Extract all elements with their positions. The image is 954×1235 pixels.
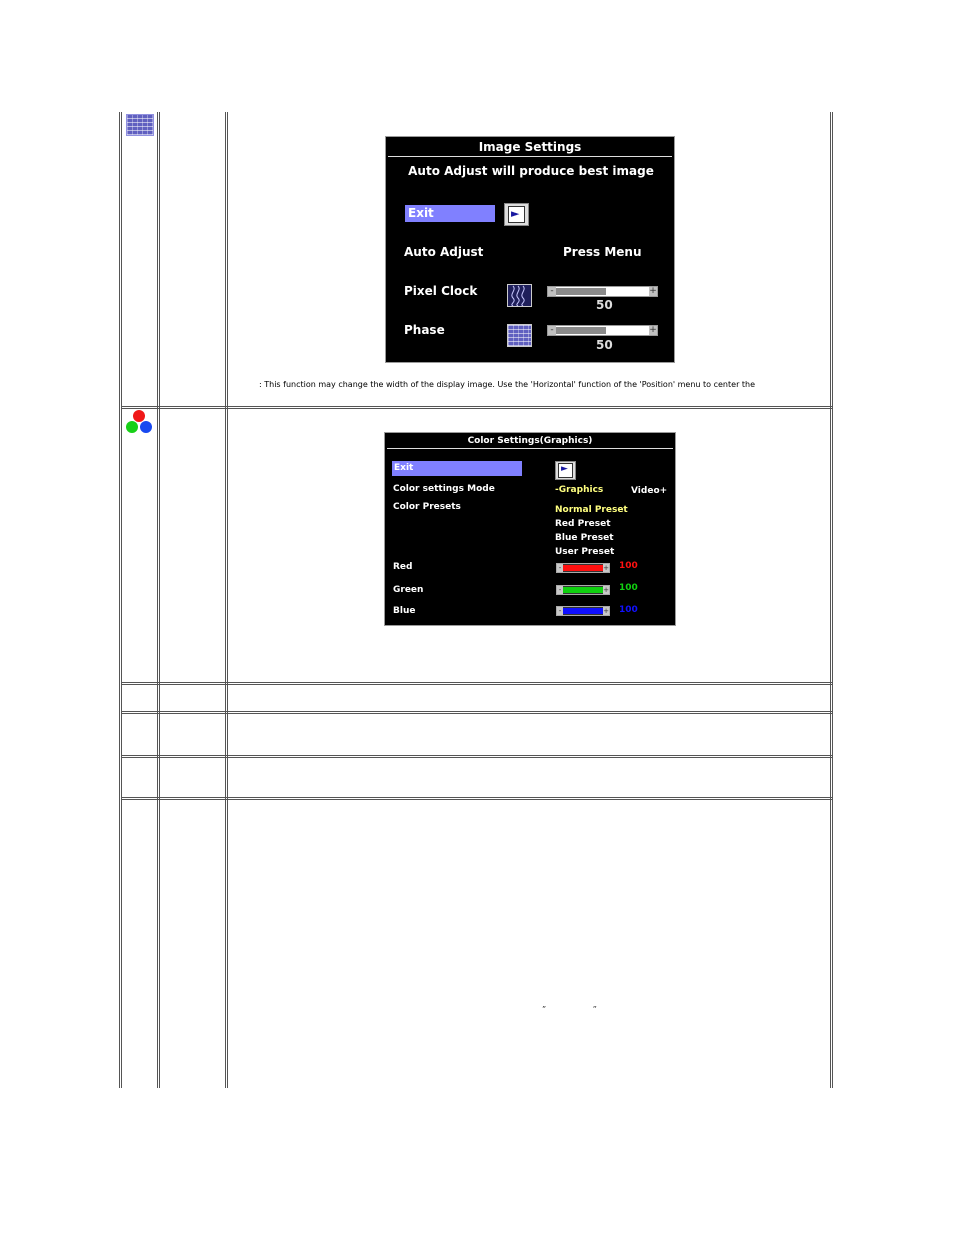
image-settings-subtitle: Auto Adjust will produce best image	[408, 164, 654, 178]
phase-value: 50	[596, 338, 613, 352]
red-value: 100	[619, 561, 638, 571]
exit-icon-frame	[508, 206, 525, 223]
blue-slider-fill	[563, 608, 603, 614]
pixel-clock-slider[interactable]	[547, 286, 658, 297]
blue-value: 100	[619, 605, 638, 615]
table-left-border-outer	[119, 112, 120, 1088]
phase-label[interactable]: Phase	[404, 323, 445, 337]
running-man-icon: ►	[561, 464, 568, 474]
slider-plus-icon[interactable]: +	[603, 607, 609, 615]
red-label[interactable]: Red	[393, 562, 413, 572]
table-col-divider-1a	[157, 112, 158, 1088]
green-slider-fill	[563, 587, 603, 593]
auto-adjust-label[interactable]: Auto Adjust	[404, 245, 484, 259]
row-divider-2b	[121, 684, 832, 685]
preset-user[interactable]: User Preset	[555, 547, 615, 557]
slider-minus-icon[interactable]: -	[558, 564, 562, 572]
image-settings-title: Image Settings	[388, 139, 672, 157]
wave-lines-icon	[508, 285, 531, 306]
auto-adjust-value: Press Menu	[563, 245, 642, 259]
exit-menu-item[interactable]: Exit	[405, 205, 495, 222]
slider-fill	[556, 288, 606, 295]
green-dot-icon	[126, 421, 138, 433]
slider-minus-icon[interactable]: -	[548, 326, 556, 335]
red-slider-fill	[563, 565, 603, 571]
green-value: 100	[619, 583, 638, 593]
mode-graphics-option[interactable]: -Graphics	[555, 485, 604, 495]
row-divider-2a	[121, 682, 832, 683]
row-divider-5b	[121, 799, 832, 800]
slider-fill	[556, 327, 606, 334]
table-right-border-inner	[830, 112, 831, 1088]
color-settings-osd	[384, 432, 676, 626]
row-divider-3a	[121, 711, 832, 712]
slider-plus-icon[interactable]: +	[603, 586, 609, 594]
phase-pattern-icon	[507, 324, 532, 347]
color-settings-title: Color Settings(Graphics)	[387, 434, 673, 449]
image-settings-pattern-icon	[126, 114, 154, 136]
slider-plus-icon[interactable]: +	[649, 286, 657, 296]
pixel-clock-wave-icon	[507, 284, 532, 307]
row-divider-5a	[121, 797, 832, 798]
green-slider[interactable]	[556, 585, 610, 595]
preset-normal[interactable]: Normal Preset	[555, 505, 628, 515]
red-dot-icon	[133, 410, 145, 422]
slider-minus-icon[interactable]: -	[558, 607, 562, 615]
slider-minus-icon[interactable]: -	[548, 287, 556, 296]
table-col-divider-2b	[227, 112, 228, 1088]
table-col-divider-2a	[225, 112, 226, 1088]
quote-marks: ” ”	[542, 1005, 619, 1014]
color-settings-mode-label[interactable]: Color settings Mode	[393, 484, 495, 494]
red-slider[interactable]	[556, 563, 610, 573]
pixel-clock-note: : This function may change the width of the display image. Use the 'Horizontal' function of the 'Position' menu to center the	[259, 380, 756, 389]
exit-icon[interactable]	[555, 461, 576, 480]
row-divider-1a	[121, 406, 832, 407]
slider-plus-icon[interactable]: +	[603, 564, 609, 572]
row-divider-3b	[121, 713, 832, 714]
color-presets-label[interactable]: Color Presets	[393, 502, 461, 512]
blue-label[interactable]: Blue	[393, 606, 416, 616]
mode-video-option[interactable]: Video+	[631, 486, 668, 496]
pixel-clock-value: 50	[596, 298, 613, 312]
running-man-icon: ►	[511, 207, 520, 220]
row-divider-1b	[121, 408, 832, 409]
exit-icon[interactable]	[504, 203, 529, 226]
table-col-divider-1b	[159, 112, 160, 1088]
row-divider-4b	[121, 757, 832, 758]
table-right-border-outer	[832, 112, 833, 1088]
exit-menu-item[interactable]: Exit	[392, 461, 522, 476]
color-dots-icon	[126, 408, 154, 436]
blue-slider[interactable]	[556, 606, 610, 616]
slider-plus-icon[interactable]: +	[649, 325, 657, 335]
slider-minus-icon[interactable]: -	[558, 586, 562, 594]
table-left-border-inner	[121, 112, 122, 1088]
preset-red[interactable]: Red Preset	[555, 519, 611, 529]
exit-icon-frame	[558, 463, 573, 478]
pixel-clock-label[interactable]: Pixel Clock	[404, 284, 478, 298]
blue-dot-icon	[140, 421, 152, 433]
preset-blue[interactable]: Blue Preset	[555, 533, 614, 543]
phase-slider[interactable]	[547, 325, 658, 336]
green-label[interactable]: Green	[393, 585, 424, 595]
row-divider-4a	[121, 755, 832, 756]
image-settings-osd	[385, 136, 675, 363]
